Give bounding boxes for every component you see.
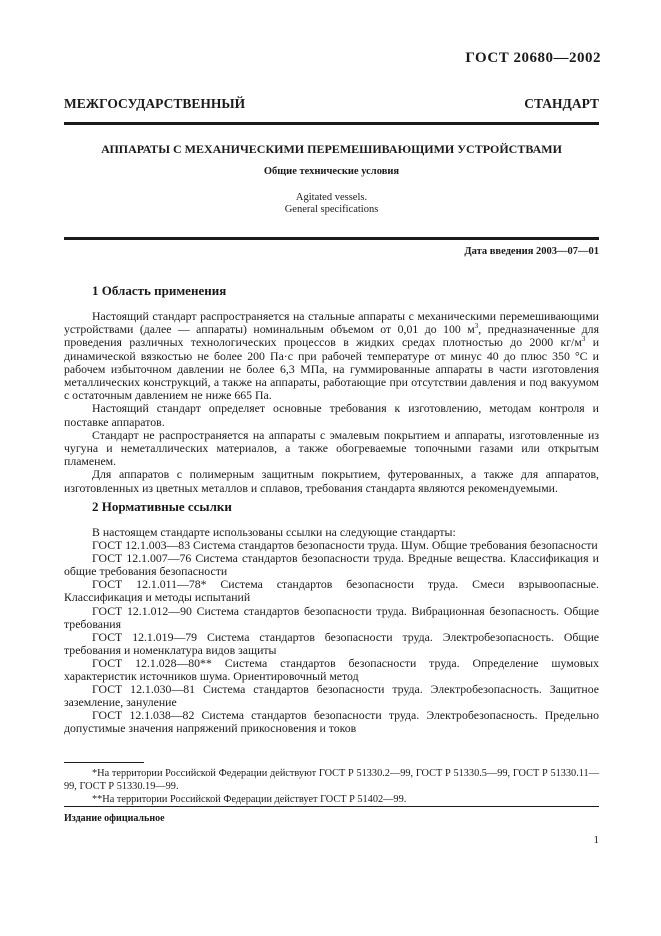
introduction-date: Дата введения 2003—07—01 (464, 246, 599, 257)
section-1-paragraph-2: Настоящий стандарт определяет основные требования к изготовлению, методам контроля и поставке аппаратов. (64, 401, 599, 429)
edition-label: Издание официальное (64, 813, 165, 824)
english-title (64, 192, 599, 216)
section-1-body (64, 310, 599, 495)
english-title-line-1: Agitated vessels. (295, 192, 368, 203)
reference-item: ГОСТ 12.1.011—78* Система стандартов безопасности труда. Смеси взрывоопасные. Классификация и методы испытаний (64, 577, 599, 605)
footer-divider (64, 806, 599, 807)
standard-type-heading: МЕЖГОСУДАРСТВЕННЫЙ СТАНДАРТ (64, 96, 599, 111)
footnote-divider (64, 762, 144, 763)
normative-references (64, 526, 599, 736)
title-divider (64, 237, 599, 240)
footnote-2: **На территории Российской Федерации действует ГОСТ Р 51402—99. (92, 794, 407, 805)
reference-item: ГОСТ 12.1.038—82 Система стандартов безопасности труда. Электробезопасность. Предельно допустимые значения напряжений прикосновения и токов (64, 708, 599, 736)
section-2-heading: 2 Нормативные ссылки (92, 499, 232, 514)
section-1-paragraph-3: Стандарт не распространяется на аппараты с эмалевым покрытием и аппараты, изготовленные из чугуна и неметаллических материалов, а также обогреваемые топочными газами или открытым пламенем. (64, 427, 599, 469)
footnote-1: *На территории Российской Федерации действуют ГОСТ Р 51330.2—99, ГОСТ Р 51330.5—99, ГОСТ Р 51330.11—99, ГОСТ Р 51330.19—99. (64, 768, 599, 792)
page-number: 1 (593, 834, 599, 846)
document-number: ГОСТ 20680—2002 (465, 50, 601, 66)
reference-item: ГОСТ 12.1.030—81 Система стандартов безопасности труда. Электробезопасность. Защитное заземление, зануление (64, 682, 599, 710)
reference-item: ГОСТ 12.1.012—90 Система стандартов безопасности труда. Вибрационная безопасность. Общие требования (64, 603, 599, 631)
document-subtitle: Общие технические условия (263, 166, 400, 177)
footnotes (64, 767, 599, 806)
reference-item: ГОСТ 12.1.028—80** Система стандартов безопасности труда. Определение шумовых характеристик источников шума. Ориентировочный метод (64, 655, 599, 684)
reference-item: ГОСТ 12.1.003—83 Система стандартов безопасности труда. Шум. Общие требования безопасности (92, 538, 598, 553)
section-1-paragraph-1: Настоящий стандарт распространяется на стальные аппараты с механическими перемешивающими устройствами (далее — аппараты) номинальным объемом от 0,01 до 100 $м^3$, предназначенные для проведения различных технологических процессов в жидких средах плотностью до 2000 $кг/м^3$ и динамической вязкостью не более 200 Па·с при рабочей температуре от минус 40 до плюс 350 °С и рабочем избыточном давлении не более 6,3 МПа, на гуммированные аппараты в части изготовления металлических конструкций, а также на аппараты, работающие при отсутствии давления и под вакуумом с остаточным давлением не ниже 665 Па. (64, 309, 600, 403)
header-divider (64, 122, 599, 125)
section-1-heading: 1 Область применения (92, 283, 227, 298)
english-title-line-2: General specifications (284, 204, 379, 215)
reference-item: ГОСТ 12.1.007—76 Система стандартов безопасности труда. Вредные вещества. Классификация и общие требования безопасности (64, 551, 599, 579)
document-title: АППАРАТЫ С МЕХАНИЧЕСКИМИ ПЕРЕМЕШИВАЮЩИМИ УСТРОЙСТВАМИ (101, 142, 562, 156)
references-intro: В настоящем стандарте использованы ссылки на следующие стандарты: (92, 525, 456, 539)
section-1-paragraph-4: Для аппаратов с полимерным защитным покрытием, футерованных, а также для аппаратов, изготовленных из цветных металлов и сплавов, требования стандарта являются рекомендуемыми. (64, 467, 599, 495)
reference-item: ГОСТ 12.1.019—79 Система стандартов безопасности труда. Электробезопасность. Общие требования и номенклатура видов защиты (64, 629, 599, 657)
